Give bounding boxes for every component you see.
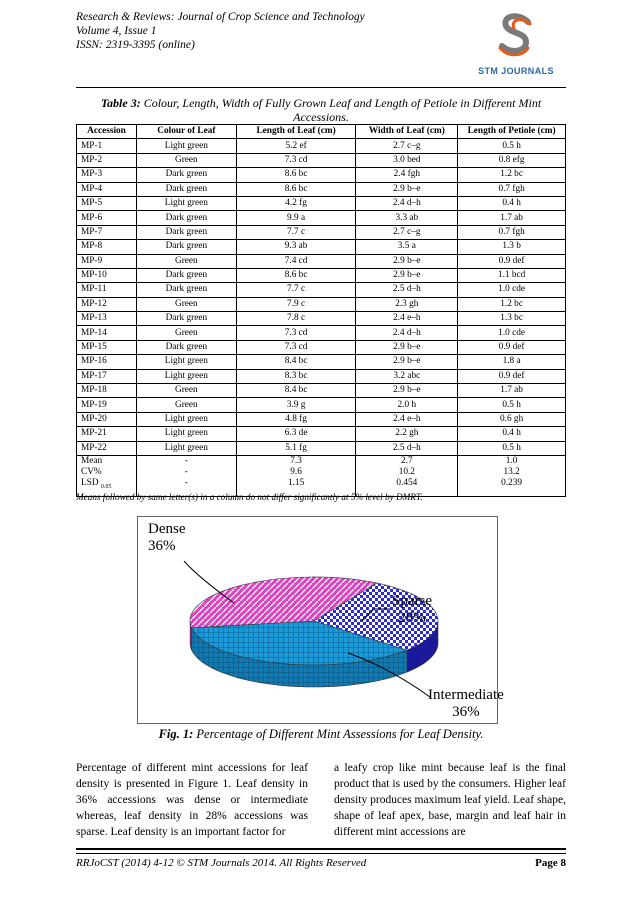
summary-length: [236, 455, 356, 496]
table-cell: 0.5 h: [458, 398, 566, 412]
table-cell: MP-8: [77, 240, 137, 254]
table-cell: Light green: [136, 369, 236, 383]
table-cell: Light green: [136, 355, 236, 369]
table-cell: 2.9 b–e: [356, 340, 458, 354]
table-cell: 0.7 fgh: [458, 182, 566, 196]
table-body: [77, 139, 566, 456]
label-dense: Dense 36%: [148, 521, 186, 554]
table-cell: MP-5: [77, 196, 137, 210]
summary-value: 10.2: [398, 467, 415, 478]
table-cell: Dark green: [136, 268, 236, 282]
summary-petiole: [458, 455, 566, 496]
table-cell: 2.9 b–e: [356, 254, 458, 268]
footer-rule: [76, 848, 566, 850]
table-row: [77, 326, 566, 340]
table-cell: 2.4 d–h: [356, 326, 458, 340]
table-cell: 2.3 gh: [356, 297, 458, 311]
table-cell: 0.8 efg: [458, 153, 566, 167]
table-cell: 1.7 ab: [458, 384, 566, 398]
table-row: [77, 384, 566, 398]
table-cell: Light green: [136, 427, 236, 441]
table-cell: 7.8 c: [236, 312, 356, 326]
table-cell: Dark green: [136, 240, 236, 254]
table-cell: 2.4 d–h: [356, 196, 458, 210]
summary-value: 2.7: [401, 455, 413, 466]
table-row: [77, 182, 566, 196]
table-cell: Dark green: [136, 283, 236, 297]
column-header: Colour of Leaf: [136, 125, 236, 139]
table-cell: 7.3 cd: [236, 153, 356, 167]
table-row: [77, 398, 566, 412]
table-cell: 7.4 cd: [236, 254, 356, 268]
summary-colour: [136, 455, 236, 496]
table-row: [77, 196, 566, 210]
table-cell: 7.7 c: [236, 225, 356, 239]
table-cell: MP-6: [77, 211, 137, 225]
table-cell: 0.5 h: [458, 139, 566, 153]
table-row: [77, 297, 566, 311]
table-row: [77, 240, 566, 254]
summary-value: 9.6: [290, 467, 302, 478]
summary-value: 1.0: [505, 455, 518, 466]
table-cell: 2.9 b–e: [356, 182, 458, 196]
summary-label-lsd: LSD $_{0.05}$: [81, 478, 112, 491]
logo-text: STM JOURNALS: [478, 66, 554, 76]
table-cell: 3.0 bed: [356, 153, 458, 167]
footer-rule: [76, 853, 566, 854]
table-cell: MP-9: [77, 254, 137, 268]
table-cell: MP-4: [77, 182, 137, 196]
table-cell: 8.4 bc: [236, 355, 356, 369]
table-cell: 2.4 e–h: [356, 412, 458, 426]
summary-value: 0.239: [501, 478, 523, 489]
table-cell: MP-16: [77, 355, 137, 369]
table-cell: MP-22: [77, 441, 137, 455]
table-cell: Dark green: [136, 182, 236, 196]
table-cell: Green: [136, 254, 236, 268]
table-cell: MP-2: [77, 153, 137, 167]
summary-label-cv: CV%: [81, 467, 102, 478]
table-cell: MP-10: [77, 268, 137, 282]
stm-logo: [466, 10, 566, 80]
summary-value: 0.454: [396, 478, 418, 489]
summary-value: -: [184, 455, 188, 466]
table-row: [77, 441, 566, 455]
table-cell: 1.1 bcd: [458, 268, 566, 282]
column-header: Length of Leaf (cm): [236, 125, 356, 139]
table-cell: Light green: [136, 441, 236, 455]
column-header: Accession: [77, 125, 137, 139]
table-cell: Dark green: [136, 340, 236, 354]
table-cell: 8.6 bc: [236, 168, 356, 182]
table-cell: Dark green: [136, 312, 236, 326]
table-cell: 1.0 cde: [458, 326, 566, 340]
table-cell: 0.6 gh: [458, 412, 566, 426]
table-row: [77, 369, 566, 383]
table-cell: 0.7 fgh: [458, 225, 566, 239]
table-cell: Green: [136, 153, 236, 167]
table-row: [77, 427, 566, 441]
table-cell: 2.7 c–g: [356, 139, 458, 153]
table-cell: 0.9 def: [458, 340, 566, 354]
body-text-right: a leafy crop like mint because leaf is the final product that is used by the consumers. Higher leaf density produces maximum leaf yield. Leaf shape, shape of leaf apex, base, margin and leaf hair in different mint accessions are: [334, 762, 566, 838]
table-cell: 1.3 bc: [458, 312, 566, 326]
table-cell: 1.7 ab: [458, 211, 566, 225]
journal-issn: ISSN: 2319-3395 (online): [76, 39, 195, 51]
table-cell: MP-20: [77, 412, 137, 426]
table-cell: 2.4 e–h: [356, 312, 458, 326]
table-cell: 0.9 def: [458, 254, 566, 268]
table-cell: 2.7 c–g: [356, 225, 458, 239]
footer-citation: RRJoCST (2014) 4-12 © STM Journals 2014. All Rights Reserved: [76, 857, 367, 869]
table-cell: MP-17: [77, 369, 137, 383]
table-cell: MP-15: [77, 340, 137, 354]
table-cell: 8.4 bc: [236, 384, 356, 398]
summary-value: 13.2: [503, 467, 520, 478]
table-footnote: Means followed by same letter(s) in a column do not differ significantly at 5% level by DMRT.: [76, 492, 423, 502]
table-cell: Green: [136, 326, 236, 340]
summary-value: -: [184, 467, 188, 478]
table-row: [77, 340, 566, 354]
table-cell: 2.0 h: [356, 398, 458, 412]
table-cell: 2.4 fgh: [356, 168, 458, 182]
data-table: [76, 124, 566, 497]
table-cell: 7.9 c: [236, 297, 356, 311]
table-cell: 5.2 ef: [236, 139, 356, 153]
pie-chart: [137, 516, 504, 724]
column-header: Length of Petiole (cm): [458, 125, 566, 139]
table-cell: 3.9 g: [236, 398, 356, 412]
table-row: [77, 139, 566, 153]
table-cell: 1.2 bc: [458, 168, 566, 182]
table-cell: 0.4 h: [458, 427, 566, 441]
table-row: [77, 254, 566, 268]
table-cell: Dark green: [136, 211, 236, 225]
table-cell: 7.3 cd: [236, 326, 356, 340]
table-row: [77, 312, 566, 326]
table-cell: 8.3 bc: [236, 369, 356, 383]
table-cell: 4.8 fg: [236, 412, 356, 426]
table-cell: 3.5 a: [356, 240, 458, 254]
table-cell: 7.3 cd: [236, 340, 356, 354]
journal-title: Research & Reviews: Journal of Crop Science and Technology: [76, 11, 365, 23]
table-cell: Green: [136, 297, 236, 311]
table-caption-label: Table 3:: [100, 96, 141, 110]
table-cell: MP-13: [77, 312, 137, 326]
table-cell: 9.3 ab: [236, 240, 356, 254]
table-cell: 1.2 bc: [458, 297, 566, 311]
table-cell: MP-14: [77, 326, 137, 340]
table-cell: 2.2 gh: [356, 427, 458, 441]
table-cell: 6.3 de: [236, 427, 356, 441]
table-row: [77, 268, 566, 282]
table-cell: Dark green: [136, 225, 236, 239]
table-cell: MP-19: [77, 398, 137, 412]
table-row: [77, 153, 566, 167]
table-cell: MP-21: [77, 427, 137, 441]
page-number: Page 8: [535, 857, 566, 869]
table-cell: MP-3: [77, 168, 137, 182]
stm-logo-icon: [466, 10, 566, 66]
table-summary: [77, 455, 566, 496]
table-row: [77, 283, 566, 297]
figure-caption-label: Fig. 1:: [158, 727, 194, 741]
label-intermediate: Intermediate 36%: [428, 687, 504, 720]
table-row: [77, 355, 566, 369]
table-cell: Light green: [136, 196, 236, 210]
summary-label-mean: Mean: [81, 455, 103, 466]
table-cell: 7.7 c: [236, 283, 356, 297]
journal-volume: Volume 4, Issue 1: [76, 25, 157, 37]
table-cell: 2.9 b–e: [356, 384, 458, 398]
column-header: Width of Leaf (cm): [356, 125, 458, 139]
table-header-row: [77, 125, 566, 139]
table-cell: 0.4 h: [458, 196, 566, 210]
body-text-left: Percentage of different mint accessions for leaf density is presented in Figure 1. Leaf density in 36% accessions was dense or intermediate whereas, leaf density in 28% accessions was sparse. Leaf density is an important factor for: [76, 762, 308, 838]
table-cell: 8.6 bc: [236, 182, 356, 196]
figure-caption: [76, 727, 566, 742]
table-cell: Light green: [136, 139, 236, 153]
table-caption-text: Colour, Length, Width of Fully Grown Leaf and Length of Petiole in Different Mint Accessions.: [140, 96, 542, 124]
header-rule: [76, 87, 566, 88]
table-cell: 2.9 b–e: [356, 355, 458, 369]
label-sparse: Sparse 28%: [392, 593, 432, 626]
table-cell: Green: [136, 398, 236, 412]
table-cell: 9.9 a: [236, 211, 356, 225]
table-cell: MP-11: [77, 283, 137, 297]
summary-labels: [77, 455, 137, 496]
table-cell: MP-7: [77, 225, 137, 239]
table-cell: 0.9 def: [458, 369, 566, 383]
summary-value: -: [184, 478, 188, 489]
table-cell: 2.5 d–h: [356, 441, 458, 455]
table-row: [77, 412, 566, 426]
table-cell: 3.3 ab: [356, 211, 458, 225]
table-cell: 4.2 fg: [236, 196, 356, 210]
table-cell: 0.5 h: [458, 441, 566, 455]
table-cell: 1.0 cde: [458, 283, 566, 297]
table-cell: 1.8 a: [458, 355, 566, 369]
table-cell: 1.3 b: [458, 240, 566, 254]
table-cell: 8.6 bc: [236, 268, 356, 282]
table-cell: 2.5 d–h: [356, 283, 458, 297]
table-cell: MP-18: [77, 384, 137, 398]
table-cell: Dark green: [136, 168, 236, 182]
summary-row: [77, 455, 566, 496]
table-cell: MP-12: [77, 297, 137, 311]
table-cell: Light green: [136, 412, 236, 426]
figure-caption-text: Percentage of Different Mint Assessions for Leaf Density.: [193, 727, 484, 741]
summary-width: [356, 455, 458, 496]
table-cell: MP-1: [77, 139, 137, 153]
table-cell: 3.2 abc: [356, 369, 458, 383]
table-cell: Green: [136, 384, 236, 398]
table-cell: 2.9 b–e: [356, 268, 458, 282]
table-row: [77, 225, 566, 239]
table-row: [77, 211, 566, 225]
summary-value: 7.3: [290, 455, 302, 466]
summary-value: 1.15: [287, 478, 305, 489]
page-header: [76, 10, 566, 85]
table-cell: 5.1 fg: [236, 441, 356, 455]
table-caption: [76, 96, 566, 124]
table-row: [77, 168, 566, 182]
